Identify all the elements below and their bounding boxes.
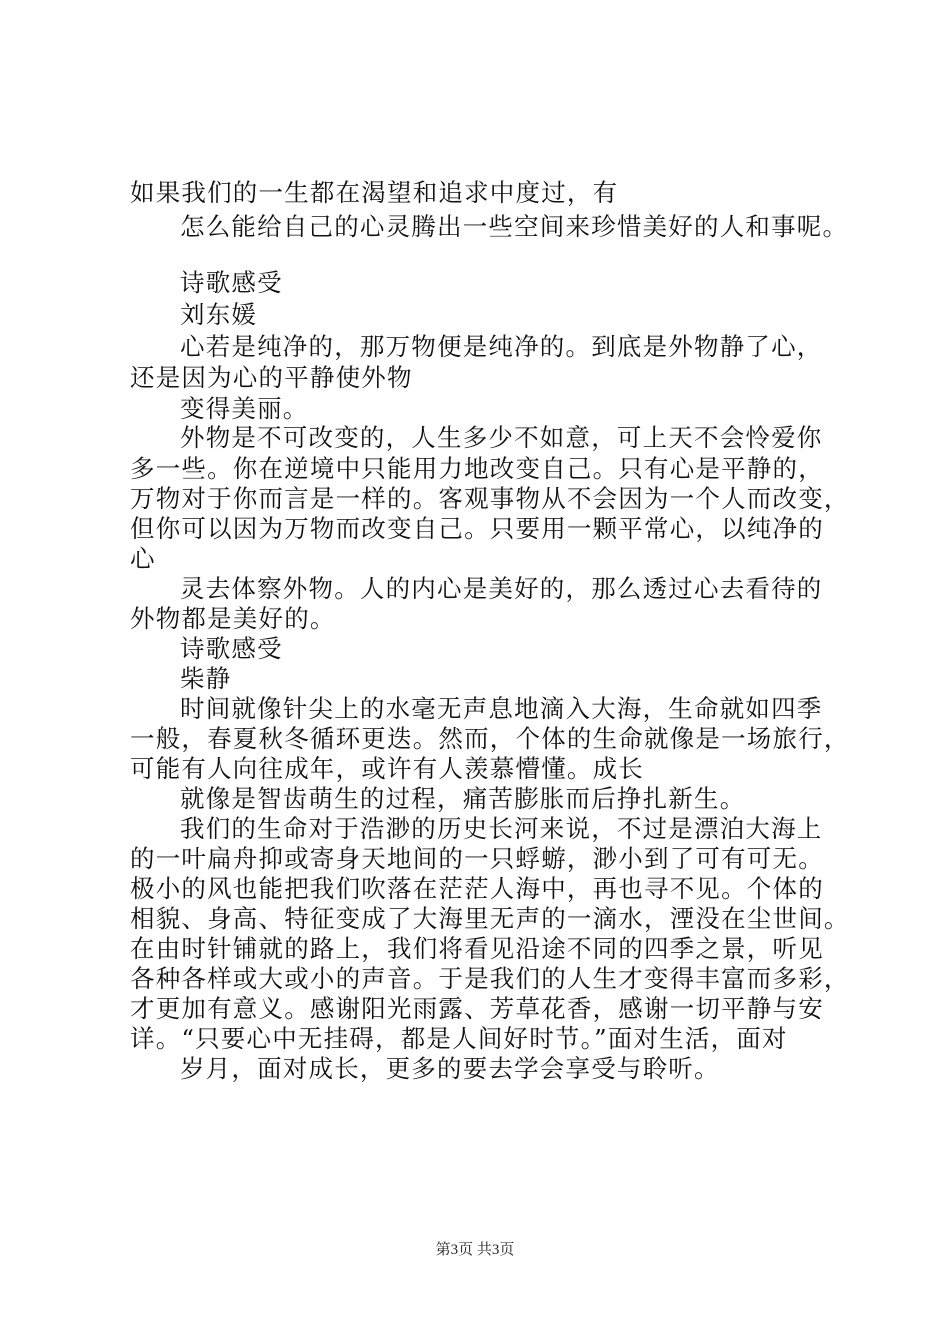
text-line: 相貌、身高、特征变成了大海里无声的一滴水，湮没在尘世间。: [130, 904, 850, 933]
text-line: 就像是智齿萌生的过程，痛苦膨胀而后挣扎新生。: [180, 784, 746, 813]
text-line: 外物是不可改变的，人生多少不如意，可上天不会怜爱你: [180, 423, 823, 452]
text-line: 万物对于你而言是一样的。客观事物从不会因为一个人而改变，: [130, 484, 850, 513]
text-line: 外物都是美好的。: [130, 604, 336, 633]
text-line: 才更加有意义。感谢阳光雨露、芳草花香，感谢一切平静与安: [130, 994, 824, 1023]
section-heading: 诗歌感受: [180, 268, 283, 297]
text-line: 但你可以因为万物而改变自己。只要用一颗平常心，以纯净的: [130, 514, 824, 543]
author-name: 刘东媛: [180, 300, 258, 329]
section-heading: 诗歌感受: [180, 634, 283, 663]
text-line: 各种各样或大或小的声音。于是我们的人生才变得丰富而多彩，: [130, 964, 850, 993]
text-line: 灵去体察外物。人的内心是美好的，那么透过心去看待的: [180, 574, 823, 603]
text-line: 还是因为心的平静使外物: [130, 363, 413, 392]
text-line: 时间就像针尖上的水毫无声息地滴入大海，生命就如四季: [180, 694, 823, 723]
text-line: 详。“只要心中无挂碍，都是人间好时节。”面对生活，面对: [130, 1024, 788, 1053]
text-line: 极小的风也能把我们吹落在茫茫人海中，再也寻不见。个体的: [130, 874, 824, 903]
text-line: 怎么能给自己的心灵腾出一些空间来珍惜美好的人和事呢。: [180, 212, 849, 241]
text-line: 心: [130, 544, 156, 573]
text-line: 的一叶扁舟抑或寄身天地间的一只蜉蝣，渺小到了可有可无。: [130, 844, 824, 873]
text-line: 心若是纯净的，那万物便是纯净的。到底是外物静了心，: [180, 332, 823, 361]
page-number-footer: 第3页 共3页: [435, 1242, 515, 1258]
text-line: 岁月，面对成长，更多的要去学会享受与聆听。: [180, 1054, 720, 1083]
text-line: 多一些。你在逆境中只能用力地改变自己。只有心是平静的，: [130, 454, 824, 483]
text-line: 可能有人向往成年，或许有人羡慕懵懂。成长: [130, 754, 644, 783]
text-line: 变得美丽。: [180, 394, 309, 423]
text-line: 在由时针铺就的路上，我们将看见沿途不同的四季之景，听见: [130, 934, 824, 963]
text-line: 如果我们的一生都在渴望和追求中度过，有: [130, 178, 619, 207]
text-line: 我们的生命对于浩渺的历史长河来说，不过是漂泊大海上: [180, 814, 823, 843]
author-name: 柴静: [180, 664, 232, 693]
text-line: 一般，春夏秋冬循环更迭。然而，个体的生命就像是一场旅行，: [130, 724, 850, 753]
